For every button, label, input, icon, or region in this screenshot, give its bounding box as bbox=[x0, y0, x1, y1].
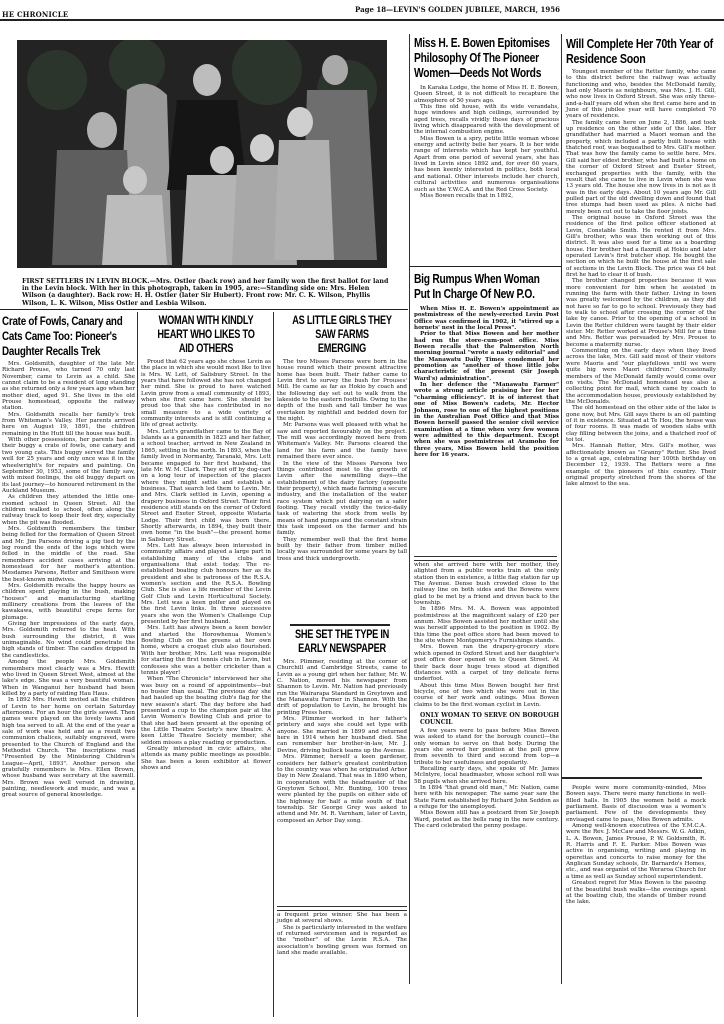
lett-body bbox=[141, 359, 271, 771]
paragraph: Mrs. Lett has always been interested in community affairs and played a large part in establishing many of the clubs and organisations that exist today. The re-established boating club honours her as its president and she is patroness of the R.S.A. women's section and the R.S.A. Bowling Club. She is also a life member of the Levin Golf Club and Levin Horticultural Society. Mrs. Lett was a keen golfer and played on the first Levin links. In three successive years she won the Women's Challenge Cup presented by her first husband. bbox=[141, 542, 271, 626]
paragraph: Greatest regret for Miss Bowen is the passing of the beautiful bush walks—the evenings spent at the boating club, the stands of timber round the lake. bbox=[566, 880, 706, 906]
paragraph: Proud that 62 years ago she chose Levin as the place in which she would most like to live is Mrs. W. Lett, of Salisbury Street. In the years that have followed she has not changed her mind. She is proud to have watched Levin grow from a small community of 1893, when she first came here. She should be proud too that she has contributed in no small measure to a wide variety of community interests and is still continuing a life of great activity. bbox=[141, 359, 271, 429]
bowen-continuation bbox=[414, 562, 559, 829]
column-rule bbox=[137, 312, 138, 1017]
gill-headline: Will Complete Her 70th Year of Residence Soon bbox=[566, 36, 713, 66]
article-divider bbox=[277, 906, 407, 911]
article-plimmer bbox=[277, 628, 407, 824]
article-lett bbox=[141, 314, 271, 771]
paragraph: Recalling early days, she spoke of Mr. James McIntyre, local headmaster, whose school roll was 58 pupils when she arrived here. bbox=[414, 765, 559, 785]
bowen-final bbox=[566, 785, 706, 906]
paragraph: In 1894 "that grand old man," Mr. Nation, came here with his newspaper. The same year saw the State Farm established by Richard John Seddon as a refuge for the unemployed. bbox=[414, 785, 559, 811]
paragraph: Greatly interested in civic affairs, she attends as many public meetings as possible. She has been a keen exhibitor at flower shows and bbox=[141, 745, 271, 771]
photo-figures bbox=[17, 40, 387, 268]
masthead-left: HE CHRONICLE bbox=[2, 10, 69, 19]
article-rule bbox=[410, 266, 561, 267]
article-bowen bbox=[414, 36, 559, 199]
plimmer-headline: SHE SET THE TYPE IN EARLY NEWSPAPER bbox=[294, 629, 390, 655]
paragraph: In her defence the "Manawatu Farmer" wrote a strong article praising her for her "charming efficiency". It is of interest that one of Miss Bowen's cadets, Mr. Hector Johnson, rose to one of the highest positions in the Australian Post Office and that Miss Bowen herself passed the senior civil service examination at a time when very few women were admitted to this department. Except when she was postmistress at Aramoho for three years, Miss Bowen held the position here for 16 years. bbox=[414, 382, 559, 458]
paragraph: The two Misses Parsons were born in the house round which their present attractive home has been built. Their father came to Levin first to survey the bush for Prouses' Mill. He came as far as Hokio by coach and the following day set out to walk from the lakeside to the eastern foothills. Owing to the depth of the bush and tall timber he was overtaken by nightfall and bedded down for the night. bbox=[277, 359, 407, 423]
paragraph: Miss Bowen is a spry, petite little woman whose energy and activity belie her years. It is her wide range of interests which has kept her youthful. Apart from one period of several years, she has lived in Levin since 1892 and, for over 60 years, has been keenly interested in politics, both local and national. Other interests include her church, cultural activities and numerous organisations such as the Y.W.C.A. and the Red Cross Society. bbox=[414, 135, 559, 193]
paragraph: Mrs. Goldsmith recalls the happy hours as children spent playing in the bush, making "houses" and manufacturing startling millinery creations from the leaves of the kawakawa, with beautiful crepe ferns for plumage. bbox=[2, 583, 135, 621]
paragraph: Prior to that Miss Bowen and her mother had run the store-cum-post office. Miss Bowen recalls that the Palmerston North morning journal "wrote a nasty editorial" and the Manawatu Daily Times condemned her promotion as "another of those little jobs characteristic of the present (Sir Joseph Ward's) administration". bbox=[414, 331, 559, 382]
parsons-body bbox=[277, 359, 407, 562]
goldsmith-body bbox=[2, 361, 135, 799]
paragraph: As children they attended the little one-roomed school in Queen Street. All the children walked to school, often along the railway track to keep their feet dry, especially when the pit was flooded. bbox=[2, 494, 135, 526]
paragraph: when she arrived here with her mother, they alighted from a public works train at the only station then in existence, a little flag station far up The Avenue. Dense bush crowded close to the railway line on both sides and the Bowens were glad to be met by a friend and driven back to the township. bbox=[414, 562, 559, 607]
postoffice-headline: Big Rumpus When Woman Put In Charge Of New P.O. bbox=[414, 272, 540, 301]
goldsmith-headline: Crate of Fowls, Canary and Cats Came Too: Pioneer's Daughter Recalls Trek bbox=[2, 314, 123, 358]
column-rule bbox=[561, 34, 562, 984]
article-rule bbox=[562, 777, 702, 779]
article-goldsmith bbox=[2, 314, 135, 799]
paragraph: Giving her impressions of the early days, Mrs. Goldsmith referred to the heat. With bush surrounding the district, it was unimaginable. No wind could penetrate the high stands of timber. The candles dripped in the candlesticks. bbox=[2, 621, 135, 659]
paragraph: Mrs. Lett has always been a keen bowler and started the Horowhenua Women's Bowling Club on the greens at her own home, where a croquet club also flourished. With her brother, Mrs. Lett was responsible for starting the first tennis club in Levin, but confesses she was a better cricketer than a tennis player! bbox=[141, 625, 271, 676]
paragraph: Mrs. Plimmer worked in her father's printery and says she could set type with anyone. She married in 1899 and returned here in 1914 when her husband died. She can remember her brother-in-law, Mr. J. Devine, driving bullock teams up the Avenue. bbox=[277, 716, 407, 754]
paragraph: Mrs. Goldsmith recalls her family's trek from Whiteman's Valley. Her parents arrived here on August 19, 1891, the children remaining in the Hutt till the house was built. bbox=[2, 411, 135, 437]
masthead-rule bbox=[0, 19, 724, 21]
bowen-headline: Miss H. E. Bowen Epitomises Philosophy Of The Pioneer Women—Deeds Not Words bbox=[414, 36, 550, 80]
photo-caption bbox=[22, 278, 392, 307]
paragraph: People were more community-minded, Miss Bowen says. There were many functions in well-filled halls. In 1905 the women held a mock parliament. Basis of discussion was a women's parliament. Few of the developments they envisaged came to pass, Miss Bowen admits. bbox=[566, 785, 706, 823]
article-divider bbox=[414, 556, 557, 561]
gill-body bbox=[566, 69, 716, 488]
paragraph: She is particularly interested in the welfare of returned servicemen and is regarded as the "mother" of the Levin R.S.A. The association's bowling green was formed on land she made available. bbox=[277, 924, 407, 957]
paragraph: Mrs. Bowen ran the drapery-grocery store which opened in Oxford Street and her daughter's post office door opened on to Queen Street. At their back door huge trees stood at dignified distances with a carpet of tiny delicate ferns underfoot. bbox=[414, 644, 559, 683]
article-gill bbox=[566, 36, 716, 488]
paragraph: The family came here on June 2, 1886, and took up residence on the other side of the lake. Her grandfather had married a Maori woman and the property, which included a partly built house with thatched roof, was bequeathed to Mrs. Gill's mother. That was how the family came to settle here. Mrs. Gill said her eldest brother, who had built a home on the corner of Oxford Street and Exeter Street, exchanged properties with the family, with the result that she came to live in Levin when she was 13 years old. The house she now lives in is not as it was in the early days. About 10 years ago Mr. Gill pulled part of the old dwelling down and found that tree stumps had been used as piles. A niche had merely been cut out to take the floor joists. bbox=[566, 119, 716, 215]
paragraph: The brother changed properties because it was more convenient for him when he assisted in running the farm with their father. Living in town was greatly welcomed by the children, as they did not have so far to go to school. Previously they had to walk to school after crossing the corner of the lake by canoe. Prior to the opening of a school in Levin the Retter children were taught by their elder sister. Mr. Retter worked at Prouse's Mill for a time and Mrs. Retter was persuaded by Mrs. Prouse to become a maternity nurse. bbox=[566, 278, 716, 348]
caption-lead: FIRST SETTLERS IN LEVIN BLOCK. bbox=[22, 278, 150, 285]
column-rule bbox=[409, 34, 410, 984]
lett-continuation bbox=[277, 912, 407, 956]
paragraph: The old homestead on the other side of the lake is gone now, but Mrs. Gill says there is an oil painting of it in existence. Situated at Te Hou, the house was of four rooms. It was made of wooden slabs with clay filling between the joins, and a thatched roof of toi toi. bbox=[566, 405, 716, 443]
plimmer-body bbox=[277, 659, 407, 824]
postoffice-body bbox=[414, 306, 559, 458]
bowen-body bbox=[414, 85, 559, 199]
paragraph: This fine old house, with its wide verandahs, huge windows and high ceilings, surrounded by aged trees, recalls vividly those days of gracious living which disappeared with the development of the internal combustion engine. bbox=[414, 104, 559, 136]
paragraph: Among the people Mrs. Goldsmith remembers most clearly was a Mrs. Hewitt who lived in Queen Street West, almost at the lake's edge. She was a very beautiful woman. When in Wanganui her husband had been killed by a party of raiding Hau Haus. bbox=[2, 659, 135, 697]
masthead-right: Page 18—LEVIN'S GOLDEN JUBILEE, MARCH, 1956 bbox=[355, 5, 560, 14]
settlers-photo bbox=[17, 40, 387, 268]
paragraph: Mrs. Goldsmith remembers the timber being felled for the formation of Queen Street and Mr. Jim Parsons driving a pig tied by the leg round the ends of the logs which were felled in the middle of the road. She remembers accident cases arriving at the homestead for her mother's attention. Mesdames Parsons, Retter and Smithson were the best-known midwives. bbox=[2, 525, 135, 583]
paragraph: Mrs. Lett's grandfather came to the Bay of Islands as a gunsmith in 1823 and her father, a school teacher, arrived in New Zealand in 1865, settling in the north. In 1893, when the family lived in Normanby, Taranaki, Mrs. Lett became engaged to her first husband, the late Mr. W. M. Clark. They set off by dog-cart on a long tour of inspection of the places where they might settle and establish a business. That search led them to Levin. Mr. and Mrs. Clark settled in Levin, opening a drapery business in Oxford Street. Their first residence still stands on the corner of Oxford Street and Exeter Street, opposite Wistaria Lodge. Their first child was born there. Shortly afterwards, in 1894, they built their own home "in the bush"—the present home in Salisbury Street. bbox=[141, 428, 271, 543]
paragraph: Mrs. Goldsmith, daughter of the late Mr. Richard Prouse, who turned 70 only last November, came to Levin as a child. She cannot claim to be a resident of long standing as she returned only a few years ago when her mother died, aged 91. She lives in the old Prouse homestead, opposite the railway station. bbox=[2, 361, 135, 412]
paragraph: They remember well that the first home built by their father from timber milled locally was surrounded for some years by tall trees and thick undergrowth. bbox=[277, 536, 407, 562]
paragraph: The original house in Oxford Street was the residence of the first police officer stationed at Levin, Constable Smith. He rented it from Mrs. Gill's brother, who was then working out of this district. It was also used for a time as a boarding house. Her brother had a flaxmill at Hokio and later operated Levin's first butcher shop. He bought the section on which he built the house at the first sale of sections in the Levin Block. The price was £4 but first he had to clear it of bush. bbox=[566, 214, 716, 278]
paragraph: With other possessions, her parents had in their buggy a crate of fowls, one canary and two young cats. This buggy served the family well for 25 years and only once was it in the wheelwright's for repairs and painting. On September 30, 1953, some of the family saw, with mixed feelings, the old buggy depart on its last journey—to honoured retirement in the Auckland Museum. bbox=[2, 437, 135, 494]
article-postoffice bbox=[414, 272, 559, 458]
paragraph: When "The Chronicle" interviewed her she was busy on a round of appointments—but no busier than usual. The previous day she had hauled up the boating club's flag for the new season's start. The day before she had presented a cup to the champion pair at the Levin Women's Bowling Club and prior to that she had been present at the opening of the Little Theatre Society's new theatre. A keen Little Theatre Society member, she seldom misses a play reading or production. bbox=[141, 676, 271, 746]
paragraph: Mrs. Plimmer, residing at the corner of Churchill and Cambridge Streets, came to Levin as a young girl when her father, Mr. W. C. Nation, moved his newspaper from Shannon to Levin. Mr. Nation had previously run the Wairarapa Standard in Greytown and the Manawatu Farmer in Shannon. With the drift of population to Levin, he brought his printing Press here. bbox=[277, 659, 407, 716]
paragraph: In Karaka Lodge, the home of Miss H. E. Bowen, Queen Street, it is not difficult to recapture the atmosphere of 50 years ago. bbox=[414, 85, 559, 104]
column-rule bbox=[273, 312, 274, 1017]
paragraph: When Miss H. E. Bowen's appointment as postmistress of the newly-erected Levin Post Office was confirmed in 1902, it "stirred up a hornets' nest in the local Press". bbox=[414, 306, 559, 332]
paragraph: Mr. Parsons was well pleased with what he saw and reported favourably on the project. The mill was accordingly moved here from Whiteman's Valley. Mr. Parsons cleared the land for his farm and the family have remained there ever since. bbox=[277, 422, 407, 461]
paragraph: In the view of the Misses Parsons two things contributed most to the growth of Levin after the sawmilling days—the establishment of the dairy factory (opposite their property), which made farming a secure industry, and the installation of the water race system which put dairying on a safer footing. They recall vividly the twice-daily task of watering the stock from wells by means of hand pumps and the constant strain this task imposed on the farmer and his family. bbox=[277, 460, 407, 537]
lett-headline: WOMAN WITH KINDLY HEART WHO LIKES TO AID OTHERS bbox=[157, 315, 255, 355]
paragraph: a frequent prize winner. She has been a judge at several shows. bbox=[277, 912, 407, 925]
paragraph: In 1892 Mrs. Hewitt invited all the children of Levin to her home on certain Saturday afternoons. For an hour the girls sewed. Then games were played on the lovely lawns and high tea served to all. At the end of the year a sale of work was held and as a result two communion chalices, suitably engraved, were presented to the Church of England and the Methodist Church. The inscriptions read "Presented by the Ministering Children's League—April, 1893". Another person she gratefully remembers is Mrs. Ellen Brown, whose husband was secretary at the sawmill. Mrs. Brown was well versed in drawing, painting, needlework and music, and was a great source of general knowledge. bbox=[2, 697, 135, 799]
paragraph: In 1896 Mrs. M. A. Bowen was appointed postmistress at the magnificent salary of £20 per annum. Miss Bowen assisted her mother until she was herself appointed to the position in 1902. By this time the post office store had been moved to the site where Montgomery's Furnishings stands. bbox=[414, 606, 559, 645]
caption-text: —Mrs. Ostler (back row) and her family won the first ballot for land in the Levin block. With her in this photograph, taken in 1905, are:—Standing side on: Mrs. Helen Wilson (a daughter). Back row: H. H. Ostler (later Sir Hubert). Front row: Mr. C. K. Wilson, Phyllis Wilson, L. K. Wilson, Miss Ostler and Lesbia Wilson. bbox=[22, 278, 389, 307]
paragraph: About this time Miss Bowen bought her first bicycle, one of two which she wore out in the course of her work and outings. Miss Bowen claims to be the first woman cyclist in Levin. bbox=[414, 682, 559, 708]
paragraph: Mrs. Plimmer, herself a keen gardener, considers her father's greatest contribution to the country was when he originated Arbor Day in New Zealand. That was in 1890 when, in cooperation with the headmaster of the Greytown School, Mr. Bunting, 100 trees were planted by the pupils on either side of the highway for half a mile south of that township. Sir George Grey was asked to attend and Mr. M. R. Varnham, later of Levin, composed an Arbor Day song. bbox=[277, 754, 407, 824]
paragraph: Miss Bowen recalls that in 1892, bbox=[420, 192, 514, 199]
paragraph: Mrs. Hannah Retter, Mrs. Gill's mother, was affectionately known as "Granny" Retter. She lived to a great age, celebrating her 100th birthday on December 12, 1939. The Retters were a fine example of the pioneers of this country. Their original property stretched from the shores of the lake almost to the sea. bbox=[566, 443, 716, 488]
article-rule bbox=[290, 624, 390, 626]
paragraph: A few years were to pass before Miss Bowen was asked to stand for the borough council—the only woman to serve on that body. During the years she served her position at the poll grew from seventh to third and second from top—a tribute to her usefulness and popularity. bbox=[414, 727, 559, 766]
caption-rule bbox=[0, 309, 408, 310]
paragraph: Miss Bowen still has a postcard from Sir Joseph Ward, posted as the bells rang in the new century. The card celebrated the penny postage. bbox=[414, 810, 559, 830]
paragraph: Among well-known executives of the Y.M.C.A. were the Rev. J. McCaw and Messrs. W. G. Adkin, L. A. Bowen, James Prouse, P. W. Goldsmith, R. R. Harris and F. E. Parker. Miss Bowen was active in organising, writing and playing in operettas and concerts to raise money for the Anglican Sunday schools, Dr. Barnardo's Homes, etc., and was organist of the Weraroa Church for a time as well as Sunday school superintendent. bbox=[566, 823, 706, 880]
paragraph: Commenting on the early days when they lived across the lake, Mrs. Gill said most of their visitors were Maoris and "our playfellows until we were quite big were Maori children." Occasionally members of the McDonald family would come over on visits. The McDonald homestead was also a collecting point for mail, which came by coach to the accommodation house, previously established by the McDonalds. bbox=[566, 348, 716, 405]
parsons-headline: AS LITTLE GIRLS THEY SAW FARMS EMERGING bbox=[292, 315, 392, 355]
bowen-subhead: ONLY WOMAN TO SERVE ON BOROUGH COUNCIL bbox=[420, 711, 559, 726]
article-parsons bbox=[277, 314, 407, 562]
paragraph: Youngest member of the Retter family, who came to this district before the railway was actually functioning and who, besides the McDonald family, had only Maoris as neighbours, was Mrs. J. H. Gill, who now lives in Oxford Street. She was only three-and-a-half years old when she first came here and in June of this jubilee year will have completed 70 years of residence. bbox=[566, 69, 716, 120]
